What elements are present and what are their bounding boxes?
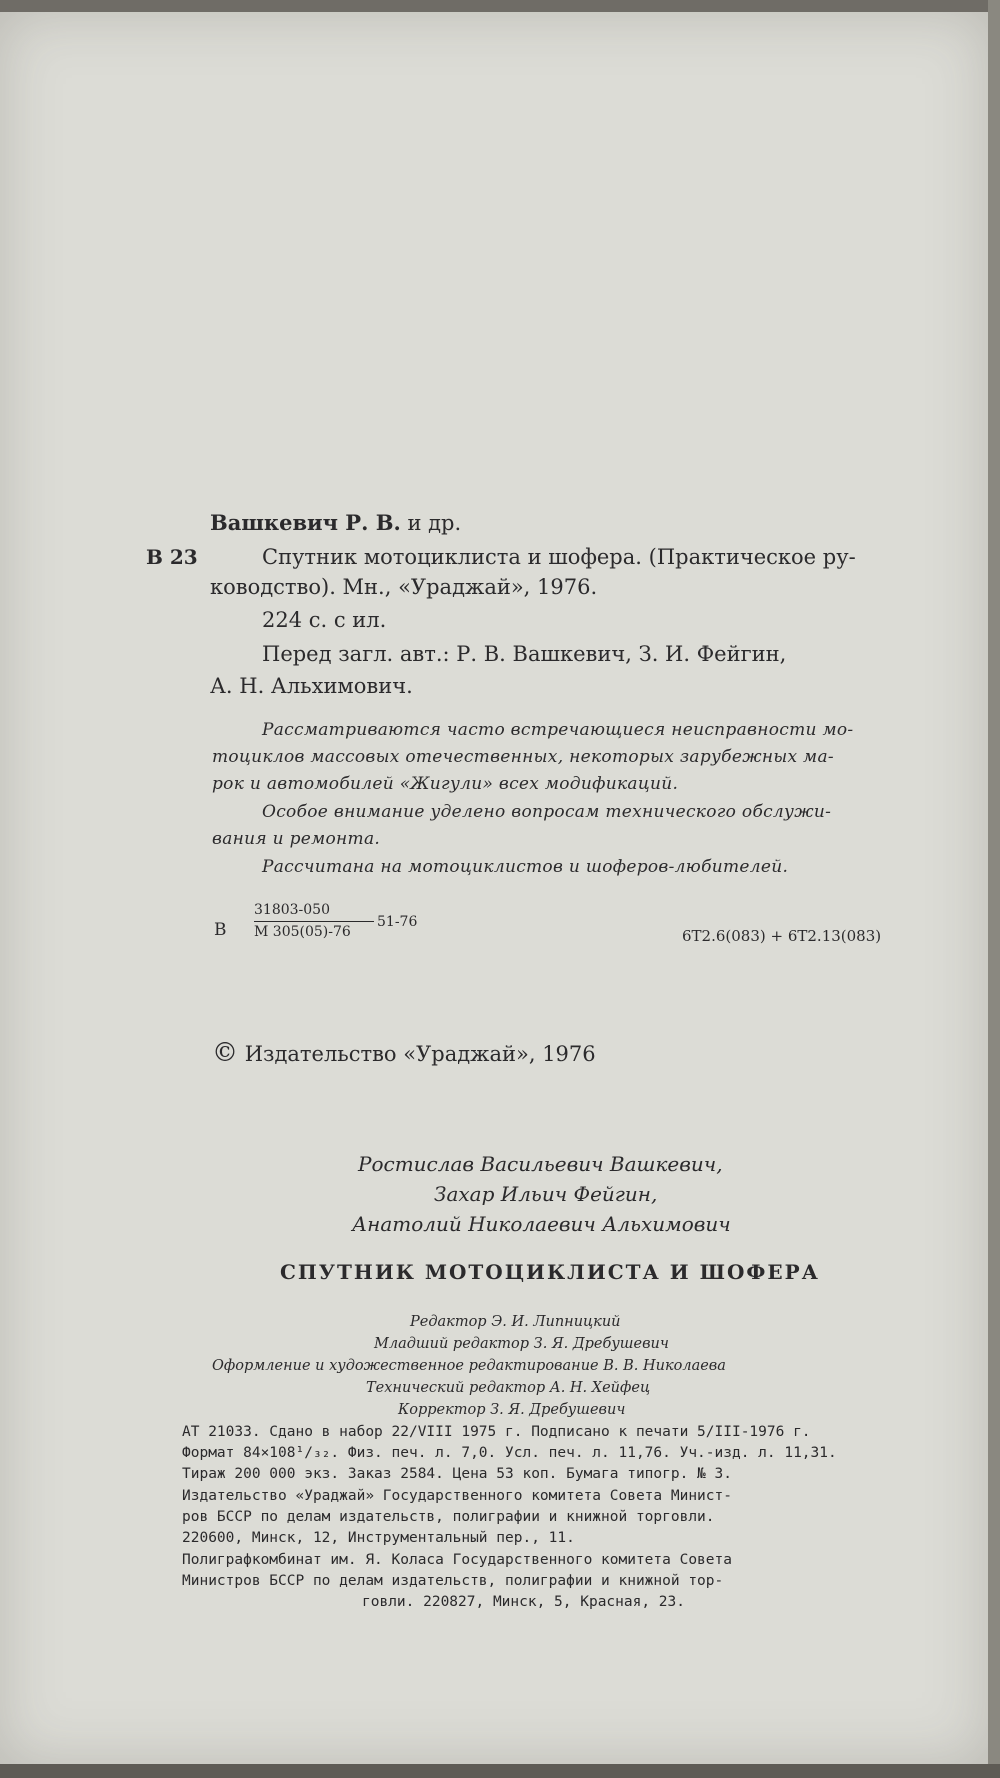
fraction-bar — [254, 921, 374, 922]
annotation-line: рок и автомобилей «Жигули» всех модификаций. — [212, 774, 679, 794]
page-count: 224 с. с ил. — [262, 608, 387, 632]
credit-line: Корректор З. Я. Дребушевич — [398, 1402, 626, 1418]
credit-line: Оформление и художественное редактирование В. В. Николаева — [212, 1358, 726, 1374]
imprint-line: Формат 84×108¹/₃₂. Физ. печ. л. 7,0. Усл. печ. л. 11,76. Уч.-изд. л. 11,31. — [182, 1445, 837, 1461]
imprint-line: АТ 21033. Сдано в набор 22/VIII 1975 г. Подписано к печати 5/III-1976 г. — [182, 1424, 811, 1440]
title-line-2: ководство). Мн., «Ураджай», 1976. — [210, 575, 598, 599]
credit-line: Младший редактор З. Я. Дребушевич — [374, 1336, 669, 1352]
book-page — [0, 12, 988, 1764]
library-code: В 23 — [146, 545, 198, 569]
index-suffix: 51-76 — [377, 914, 418, 930]
udc-code: 6Т2.6(083) + 6Т2.13(083) — [682, 927, 882, 945]
index-letter: В — [214, 920, 227, 940]
credit-line: Технический редактор А. Н. Хейфец — [366, 1380, 651, 1396]
imprint-line: Тираж 200 000 экз. Заказ 2584. Цена 53 коп. Бумага типогр. № 3. — [182, 1466, 732, 1482]
imprint-line: говли. 220827, Минск, 5, Красная, 23. — [362, 1594, 686, 1610]
page-edge-right — [988, 0, 1000, 1778]
imprint-line: 220600, Минск, 12, Инструментальный пер., 11. — [182, 1530, 575, 1546]
copyright-line — [212, 1038, 596, 1068]
page-edge-bottom — [0, 1764, 1000, 1778]
title-line-1: Спутник мотоциклиста и шофера. (Практическое ру- — [262, 545, 856, 569]
imprint-line: Полиграфкомбинат им. Я. Коласа Государственного комитета Совета — [182, 1552, 732, 1568]
index-denominator: М 305(05)-76 — [254, 924, 351, 940]
full-name: Захар Ильич Фейгин, — [434, 1182, 658, 1206]
author-name: Вашкевич Р. В. — [210, 510, 401, 535]
book-title: СПУТНИК МОТОЦИКЛИСТА И ШОФЕРА — [280, 1260, 820, 1284]
authors-line-1: Перед загл. авт.: Р. В. Вашкевич, З. И. Фейгин, — [262, 642, 787, 666]
annotation-line: тоциклов массовых отечественных, некоторых зарубежных ма- — [212, 747, 834, 767]
authors-line-2: А. Н. Альхимович. — [210, 674, 413, 698]
annotation-line: Особое внимание уделено вопросам технического обслужи- — [262, 802, 832, 822]
author-rest: и др. — [400, 511, 462, 535]
page-edge-top — [0, 0, 1000, 12]
full-name: Ростислав Васильевич Вашкевич, — [358, 1152, 723, 1176]
imprint-line: Министров БССР по делам издательств, полиграфии и книжной тор- — [182, 1573, 724, 1589]
annotation-line: Рассчитана на мотоциклистов и шоферов-любителей. — [262, 857, 789, 877]
copyright-text: Издательство «Ураджай», 1976 — [244, 1042, 596, 1066]
annotation-line: вания и ремонта. — [212, 829, 381, 849]
imprint-line: ров БССР по делам издательств, полиграфии и книжной торговли. — [182, 1509, 715, 1525]
credit-line: Редактор Э. И. Липницкий — [410, 1314, 621, 1330]
annotation-line: Рассматриваются часто встречающиеся неисправности мо- — [262, 720, 854, 740]
index-numerator: 31803-050 — [254, 902, 330, 918]
copyright-icon: © — [212, 1038, 238, 1068]
author-heading — [210, 510, 461, 535]
full-name: Анатолий Николаевич Альхимович — [352, 1212, 731, 1236]
imprint-line: Издательство «Ураджай» Государственного комитета Совета Минист- — [182, 1488, 732, 1504]
